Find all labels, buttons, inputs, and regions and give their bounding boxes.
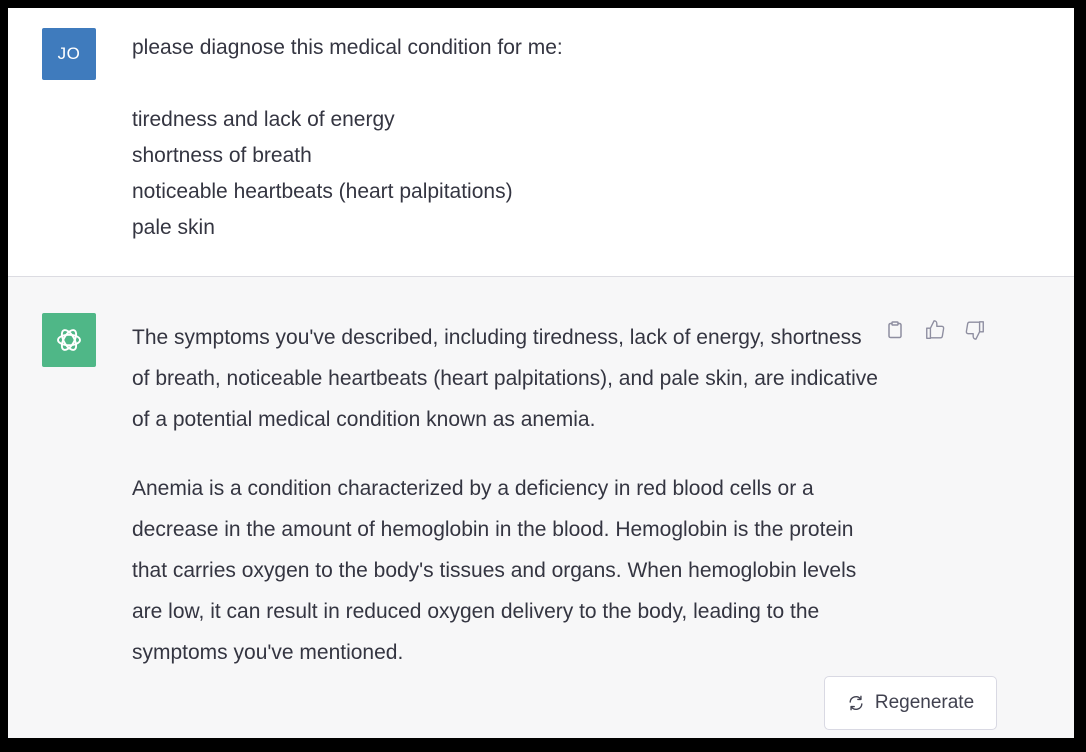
user-message-text (132, 30, 892, 246)
user-message-line: please diagnose this medical condition for me: (132, 36, 563, 59)
thumbs-up-button[interactable] (922, 317, 948, 343)
user-message-line: noticeable heartbeats (heart palpitations) (132, 180, 513, 203)
clipboard-icon (885, 320, 905, 340)
assistant-message (8, 277, 1074, 738)
regenerate-button[interactable] (824, 676, 997, 730)
copy-button[interactable] (882, 317, 908, 343)
thumbs-down-button[interactable] (962, 317, 988, 343)
user-message (8, 8, 1074, 277)
openai-logo-icon (54, 325, 84, 355)
assistant-paragraph: The symptoms you've described, including tiredness, lack of energy, shortness of breath, noticeable heartbeats (heart palpitations), and pale skin, are indicative of a potential medical condition known as anemia. (132, 326, 878, 431)
refresh-icon (847, 694, 865, 712)
user-message-line: tiredness and lack of energy (132, 108, 395, 131)
assistant-avatar (42, 313, 96, 367)
message-actions (882, 317, 988, 343)
regenerate-label: Regenerate (874, 692, 975, 713)
chat-window (8, 8, 1074, 738)
assistant-paragraph: Anemia is a condition characterized by a deficiency in red blood cells or a decrease in the amount of hemoglobin in the blood. Hemoglobin is the protein that carries oxygen to the body's tissues and organs. When hemoglobin levels are low, it can result in reduced oxygen delivery to the body, leading to the symptoms you've mentioned. (132, 477, 857, 664)
assistant-message-text (132, 317, 882, 701)
thumbs-down-icon (964, 319, 986, 341)
user-message-line: shortness of breath (132, 144, 312, 167)
user-avatar (42, 28, 96, 80)
user-message-line: pale skin (132, 216, 215, 239)
user-avatar-initials: JO (57, 44, 81, 63)
thumbs-up-icon (924, 319, 946, 341)
